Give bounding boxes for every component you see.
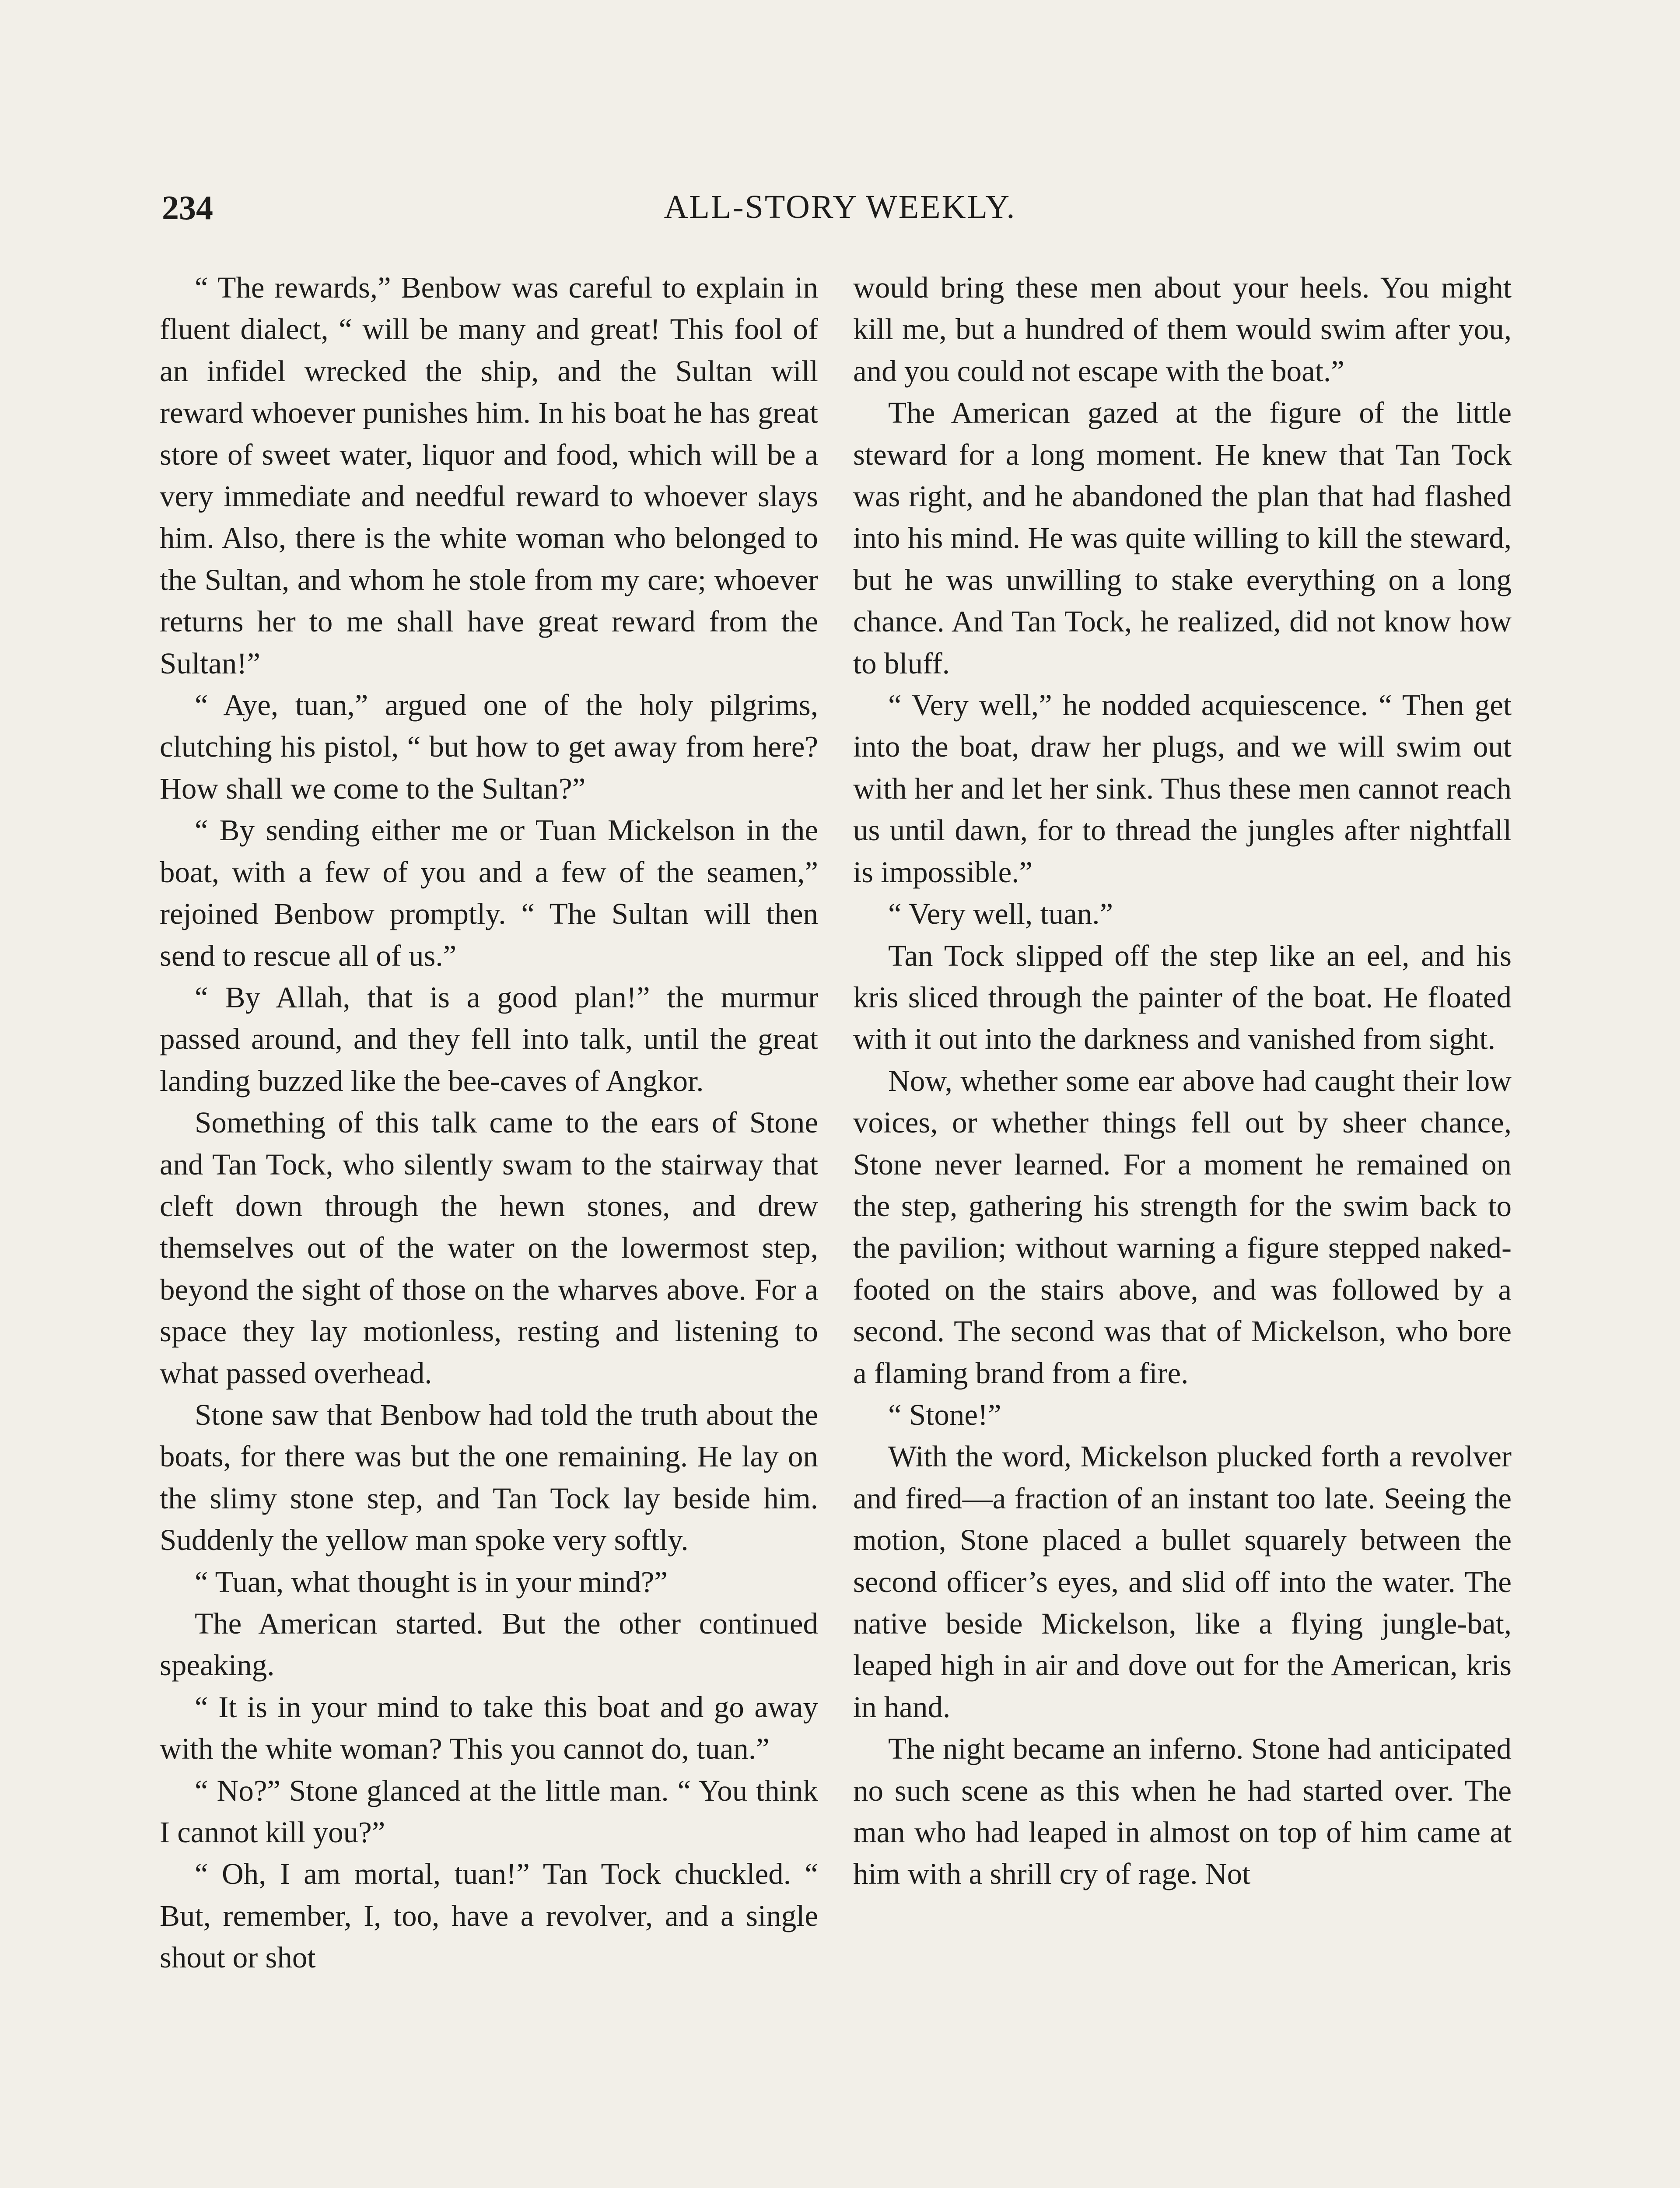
paragraph: “ No?” Stone glanced at the little man. “ You think I cannot kill you?” [160, 1774, 818, 1849]
page-number: 234 [162, 189, 213, 227]
paragraph: “ Stone!” [888, 1398, 1001, 1431]
paragraph: “ Aye, tuan,” argued one of the holy pilgrims, clutching his pistol, “ but how to get away from here? How shall we come to the Sultan?” [160, 688, 818, 805]
paragraph: “ Very well, tuan.” [888, 897, 1113, 931]
paragraph: “ Oh, I am mortal, tuan!” Tan Tock chuckled. “ But, remember, I, too, have a revolver, and a single shout or shot [160, 1857, 818, 1974]
paragraph: Tan Tock slipped off the step like an eel, and his kris sliced through the painter of the boat. He floated with it out into the darkness and vanished from sight. [853, 939, 1512, 1056]
right-column [853, 267, 1512, 1895]
paragraph: “ By sending either me or Tuan Mickelson in the boat, with a few of you and a few of the seamen,” rejoined Benbow promptly. “ The Sultan will then send to rescue all of us.” [160, 813, 818, 972]
paragraph: Now, whether some ear above had caught their low voices, or whether things fell out by sheer chance, Stone never learned. For a moment he remained on the step, gathering his strength for the swim back to the pavilion; without warning a figure stepped naked-footed on the stairs above, and was followed by a second. The second was that of Mickelson, who bore a flaming brand from a fire. [853, 1064, 1512, 1390]
page-header [0, 188, 1680, 241]
paragraph: “ Tuan, what thought is in your mind?” [195, 1565, 668, 1599]
paragraph: With the word, Mickelson plucked forth a revolver and fired—a fraction of an instant too late. Seeing the motion, Stone placed a bullet squarely between the second officer’s eyes, and slid off into the water. The native beside Mickelson, like a flying jungle-bat, leaped high in air and dove out for the American, kris in hand. [853, 1440, 1512, 1724]
paragraph: The night became an inferno. Stone had anticipated no such scene as this when he had started over. The man who had leaped in almost on top of him came at him with a shrill cry of rage. Not [853, 1732, 1512, 1891]
left-column [160, 267, 818, 1979]
paragraph: “ The rewards,” Benbow was careful to explain in fluent dialect, “ will be many and great! This fool of an infidel wrecked the ship, and the Sultan will reward whoever punishes him. In his boat he has great store of sweet water, liquor and food, which will be a very immediate and needful reward to whoever slays him. Also, there is the white woman who belonged to the Sultan, and whom he stole from my care; whoever returns her to me shall have great reward from the Sultan!” [160, 271, 818, 680]
paragraph: “ By Allah, that is a good plan!” the murmur passed around, and they fell into talk, until the great landing buzzed like the bee-caves of Angkor. [160, 980, 818, 1098]
paragraph: The American gazed at the figure of the little steward for a long moment. He knew that Tan Tock was right, and he abandoned the plan that had flashed into his mind. He was quite willing to kill the steward, but he was unwilling to stake everything on a long chance. And Tan Tock, he realized, did not know how to bluff. [853, 396, 1512, 680]
paragraph: “ It is in your mind to take this boat and go away with the white woman? This you cannot do, tuan.” [160, 1690, 818, 1766]
paragraph: would bring these men about your heels. You might kill me, but a hundred of them would swim after you, and you could not escape with the boat.” [853, 271, 1512, 388]
paragraph: Something of this talk came to the ears of Stone and Tan Tock, who silently swam to the stairway that cleft down through the hewn stones, and drew themselves out of the water on the lowermost step, beyond the sight of those on the wharves above. For a space they lay motionless, resting and listening to what passed overhead. [160, 1106, 818, 1390]
running-title: ALL-STORY WEEKLY. [664, 189, 1016, 225]
paragraph: The American started. But the other continued speaking. [160, 1607, 818, 1682]
paragraph: “ Very well,” he nodded acquiescence. “ Then get into the boat, draw her plugs, and we will swim out with her and let her sink. Thus these men cannot reach us until dawn, for to thread the jungles after nightfall is impossible.” [853, 688, 1512, 889]
paragraph: Stone saw that Benbow had told the truth about the boats, for there was but the one remaining. He lay on the slimy stone step, and Tan Tock lay beside him. Suddenly the yellow man spoke very softly. [160, 1398, 818, 1557]
